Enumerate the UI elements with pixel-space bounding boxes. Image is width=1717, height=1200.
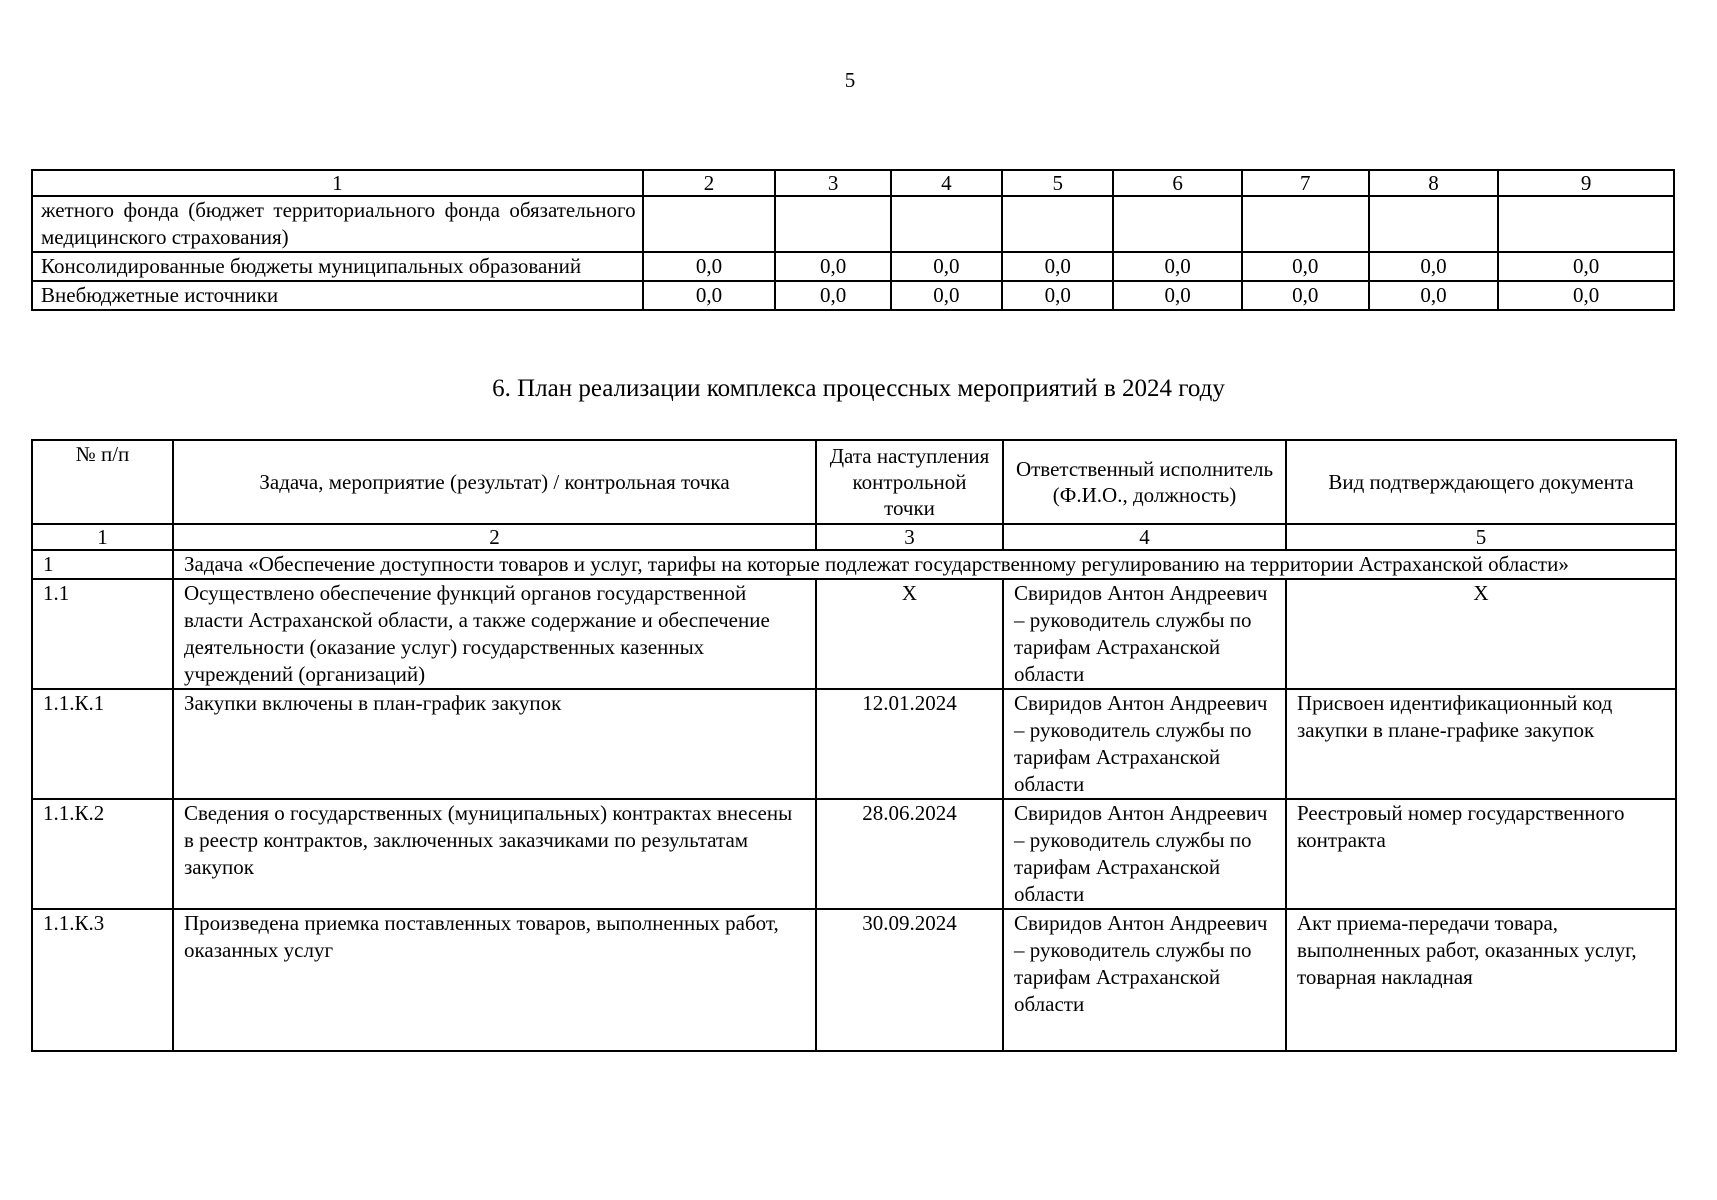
task-number: 1 — [32, 550, 173, 579]
row-document: Реестровый номер государственного контракта — [1286, 799, 1676, 909]
header-number: № п/п — [32, 440, 173, 524]
column-number: 4 — [1003, 524, 1286, 550]
column-number: 2 — [643, 170, 776, 196]
row-label: Внебюджетные источники — [32, 281, 643, 310]
row-text: Осуществлено обеспечение функций органов государственной власти Астраханской области, а также содержание и обеспечение деятельности (оказание услуг) государственных казенных учреждений (организаций) — [173, 579, 816, 689]
value-cell — [891, 196, 1002, 252]
column-number: 8 — [1369, 170, 1499, 196]
value-cell — [775, 196, 890, 252]
value-cell: 0,0 — [1002, 252, 1113, 281]
value-cell: 0,0 — [1242, 281, 1369, 310]
table-row — [32, 799, 1676, 909]
value-cell: 0,0 — [775, 281, 890, 310]
column-number: 4 — [891, 170, 1002, 196]
value-cell — [1113, 196, 1242, 252]
column-numbers-row — [32, 524, 1676, 550]
value-cell: 0,0 — [1369, 281, 1499, 310]
table-header-row — [32, 440, 1676, 524]
column-number: 9 — [1498, 170, 1674, 196]
table-row — [32, 252, 1674, 281]
value-cell: 0,0 — [891, 281, 1002, 310]
row-executor: Свиридов Антон Андреевич – руководитель службы по тарифам Астраханской области — [1003, 909, 1286, 1051]
column-number: 2 — [173, 524, 816, 550]
value-cell: 0,0 — [643, 252, 776, 281]
row-text: Произведена приемка поставленных товаров, выполненных работ, оказанных услуг — [173, 909, 816, 1051]
row-executor: Свиридов Антон Андреевич – руководитель службы по тарифам Астраханской области — [1003, 579, 1286, 689]
table-row — [32, 909, 1676, 1051]
row-document: Присвоен идентификационный код закупки в плане-графике закупок — [1286, 689, 1676, 799]
value-cell — [1002, 196, 1113, 252]
header-document: Вид подтверждающего документа — [1286, 440, 1676, 524]
header-date: Дата наступления контрольной точки — [816, 440, 1003, 524]
table-row — [32, 281, 1674, 310]
implementation-plan-table — [31, 439, 1677, 1052]
value-cell: 0,0 — [1498, 281, 1674, 310]
row-date: X — [816, 579, 1003, 689]
row-text: Сведения о государственных (муниципальных) контрактах внесены в реестр контрактов, заключенных заказчиками по результатам закупок — [173, 799, 816, 909]
row-executor: Свиридов Антон Андреевич – руководитель службы по тарифам Астраханской области — [1003, 689, 1286, 799]
value-cell: 0,0 — [643, 281, 776, 310]
row-label: жетного фонда (бюджет территориального фонда обязательного медицинского страхования) — [32, 196, 643, 252]
column-number: 3 — [775, 170, 890, 196]
value-cell — [1242, 196, 1369, 252]
column-number: 1 — [32, 524, 173, 550]
column-number: 7 — [1242, 170, 1369, 196]
value-cell: 0,0 — [1498, 252, 1674, 281]
value-cell: 0,0 — [1113, 281, 1242, 310]
column-number: 1 — [32, 170, 643, 196]
row-number: 1.1.К.2 — [32, 799, 173, 909]
value-cell: 0,0 — [891, 252, 1002, 281]
column-number: 3 — [816, 524, 1003, 550]
row-label: Консолидированные бюджеты муниципальных образований — [32, 252, 643, 281]
value-cell: 0,0 — [1002, 281, 1113, 310]
row-executor: Свиридов Антон Андреевич – руководитель службы по тарифам Астраханской области — [1003, 799, 1286, 909]
budget-sources-table — [31, 169, 1675, 311]
value-cell — [1369, 196, 1499, 252]
table-row — [32, 689, 1676, 799]
column-number: 6 — [1113, 170, 1242, 196]
value-cell: 0,0 — [1369, 252, 1499, 281]
row-number: 1.1 — [32, 579, 173, 689]
page-number: 5 — [844, 68, 856, 92]
value-cell: 0,0 — [775, 252, 890, 281]
row-number: 1.1.К.3 — [32, 909, 173, 1051]
header-task: Задача, мероприятие (результат) / контрольная точка — [173, 440, 816, 524]
table-header-row — [32, 170, 1674, 196]
row-number: 1.1.К.1 — [32, 689, 173, 799]
row-document: X — [1286, 579, 1676, 689]
task-row — [32, 550, 1676, 579]
table-row — [32, 579, 1676, 689]
value-cell — [643, 196, 776, 252]
row-date: 30.09.2024 — [816, 909, 1003, 1051]
column-number: 5 — [1286, 524, 1676, 550]
task-text: Задача «Обеспечение доступности товаров и услуг, тарифы на которые подлежат государственному регулированию на территории Астраханской области» — [173, 550, 1676, 579]
column-number: 5 — [1002, 170, 1113, 196]
row-date: 12.01.2024 — [816, 689, 1003, 799]
section-title: 6. План реализации комплекса процессных мероприятий в 2024 году — [492, 375, 1225, 402]
value-cell: 0,0 — [1242, 252, 1369, 281]
row-text: Закупки включены в план-график закупок — [173, 689, 816, 799]
header-executor: Ответственный исполнитель (Ф.И.О., должность) — [1003, 440, 1286, 524]
table-row — [32, 196, 1674, 252]
value-cell: 0,0 — [1113, 252, 1242, 281]
row-document: Акт приема-передачи товара, выполненных работ, оказанных услуг, товарная накладная — [1286, 909, 1676, 1051]
row-date: 28.06.2024 — [816, 799, 1003, 909]
value-cell — [1498, 196, 1674, 252]
